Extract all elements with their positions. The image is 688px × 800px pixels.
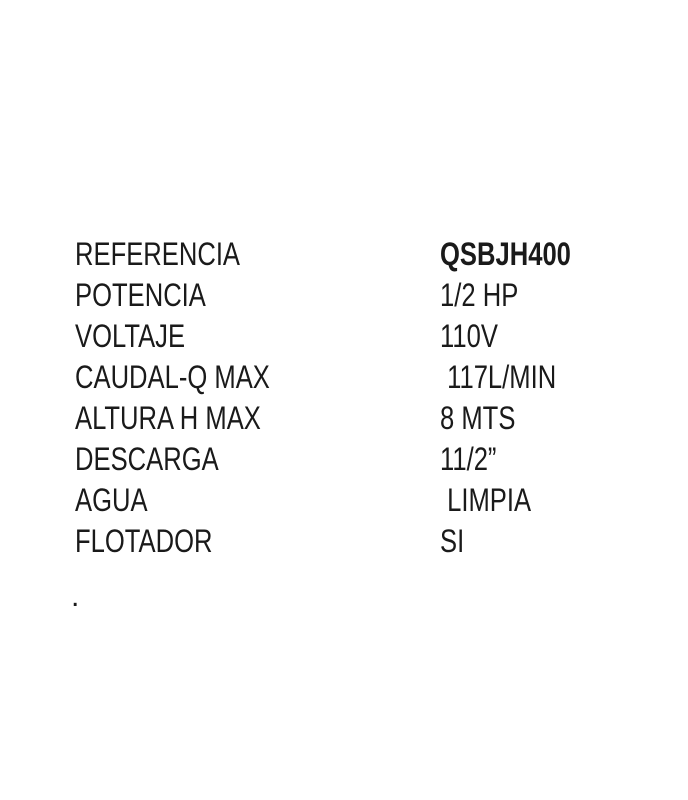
spec-label: DESCARGA bbox=[75, 441, 219, 477]
spec-value-cell bbox=[440, 234, 604, 275]
spec-label-cell bbox=[75, 316, 440, 357]
spec-row-referencia bbox=[75, 234, 604, 275]
stray-period-mark: . bbox=[71, 580, 80, 613]
spec-row-altura-h-max bbox=[75, 398, 604, 439]
spec-row-voltaje bbox=[75, 316, 604, 357]
spec-value: 11/2” bbox=[440, 441, 497, 477]
spec-row-caudal-q-max bbox=[75, 357, 604, 398]
spec-label: REFERENCIA bbox=[75, 236, 240, 272]
spec-value: 117L/MIN bbox=[440, 359, 557, 395]
spec-value-cell bbox=[440, 316, 512, 357]
spec-value: LIMPIA bbox=[440, 482, 532, 518]
spec-label-cell bbox=[75, 439, 440, 480]
spec-value: SI bbox=[440, 523, 465, 559]
spec-value: 1/2 HP bbox=[440, 277, 519, 313]
spec-label-cell bbox=[75, 521, 440, 562]
spec-value: 110V bbox=[440, 318, 498, 354]
spec-value-cell bbox=[440, 480, 554, 521]
spec-row-descarga bbox=[75, 439, 604, 480]
spec-label: FLOTADOR bbox=[75, 523, 213, 559]
spec-label-cell bbox=[75, 398, 440, 439]
spec-value: QSBJH400 bbox=[440, 236, 571, 272]
spec-value-cell bbox=[440, 357, 585, 398]
spec-value-cell bbox=[440, 275, 538, 316]
spec-label: ALTURA H MAX bbox=[75, 400, 261, 436]
spec-value-cell bbox=[440, 521, 470, 562]
spec-label: CAUDAL-Q MAX bbox=[75, 359, 270, 395]
spec-row-flotador bbox=[75, 521, 604, 562]
spec-row-potencia bbox=[75, 275, 604, 316]
spec-row-agua bbox=[75, 480, 604, 521]
spec-table bbox=[75, 234, 604, 562]
spec-value-cell bbox=[440, 439, 511, 480]
spec-value: 8 MTS bbox=[440, 400, 516, 436]
spec-label-cell bbox=[75, 357, 440, 398]
spec-label-cell bbox=[75, 234, 440, 275]
spec-label: AGUA bbox=[75, 482, 148, 518]
spec-label-cell bbox=[75, 275, 440, 316]
spec-label: POTENCIA bbox=[75, 277, 206, 313]
spec-label-cell bbox=[75, 480, 440, 521]
spec-label: VOLTAJE bbox=[75, 318, 186, 354]
spec-value-cell bbox=[440, 398, 534, 439]
